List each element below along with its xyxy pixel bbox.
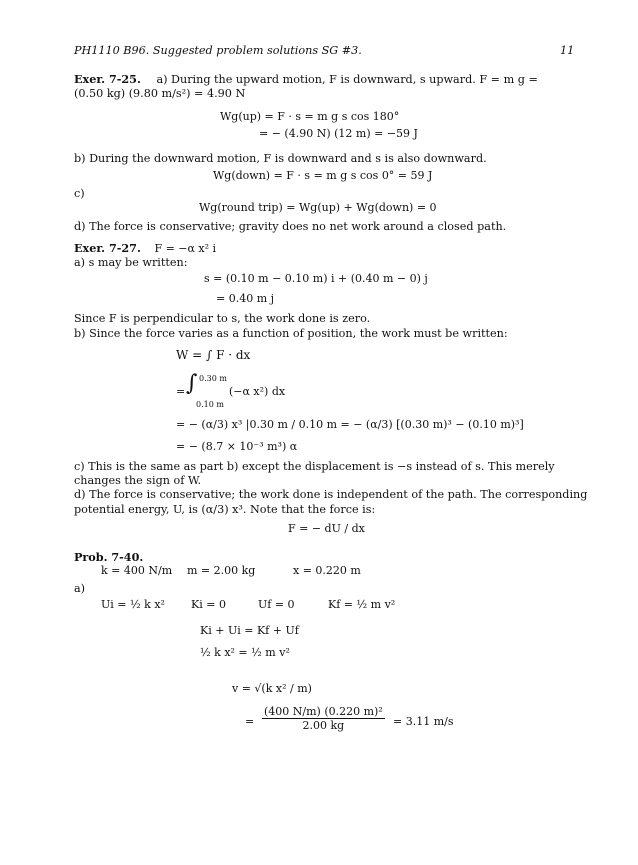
problem-7-40-mass: m = 2.00 kg [187,564,256,577]
exercise-7-25-eq-up: Wg(up) = F · s = m g s cos 180° [220,110,400,123]
exercise-7-25-part-d: d) The force is conservative; gravity does no net work around a closed path. [74,220,507,233]
work-integral-definition: W = ∫ F · dx [176,348,251,362]
speed-fraction-numerator: (400 N/m) (0.220 m)² [264,705,383,718]
exercise-7-27-part-d-line2: potential energy, U, is (α/3) x³. Note that the force is: [74,503,376,516]
energy-conservation-eq: Ki + Ui = Kf + Uf [200,624,299,637]
initial-potential-energy: Ui = ½ k x² [101,598,165,611]
initial-kinetic-energy: Ki = 0 [191,598,226,611]
problem-7-40-displacement: x = 0.220 m [293,564,361,577]
exercise-7-25-part-a-intro2: (0.50 kg) (9.80 m/s²) = 4.90 N [74,87,246,100]
integral-upper-limit: 0.30 m [199,374,227,383]
exercise-7-25-part-a-intro: a) During the upward motion, F is downward, s upward. F = m g = [156,73,538,86]
page-number: 11 [560,44,575,57]
exercise-7-27-block [74,241,216,256]
exercise-7-25-eq-down: Wg(down) = F · s = m g s cos 0° = 59 J [213,169,433,182]
speed-fraction-denominator: 2.00 kg [302,719,345,732]
integral-body: (−α x²) dx [229,385,286,398]
exercise-7-27-displacement-eq: s = (0.10 m − 0.10 m) i + (0.40 m − 0) j [204,272,428,285]
exercise-7-27-part-a: a) s may be written: [74,256,188,269]
integral-lower-limit: 0.10 m [196,400,224,409]
problem-7-40-part-a-label: a) [74,582,86,595]
speed-numeric-equals: = [245,715,255,728]
integral-equals: = [176,385,186,398]
speed-result: = 3.11 m/s [393,715,454,728]
speed-fraction-box [262,705,385,732]
work-result: = − (8.7 × 10⁻³ m³) α [176,440,298,453]
exercise-7-27-part-c-line2: changes the sign of W. [74,474,202,487]
integral-sign: ∫ [186,371,198,396]
speed-formula: v = √(k x² / m) [232,682,312,695]
exercise-7-25-eq-round-trip: Wg(round trip) = Wg(up) + Wg(down) = 0 [199,201,437,214]
energy-equation-substituted: ½ k x² = ½ m v² [200,646,290,659]
problem-7-40-spring-constant: k = 400 N/m [101,564,173,577]
exercise-7-25-heading: Exer. 7-25. [74,72,141,86]
work-evaluated: = − (α/3) x³ |0.30 m / 0.10 m = − (α/3) [(0.30 m)³ − (0.10 m)³] [176,418,524,431]
exercise-7-27-heading: Exer. 7-27. [74,241,141,255]
page-header-title: PH1110 B96. Suggested problem solutions SG #3. [74,44,362,57]
exercise-7-25-part-b: b) During the downward motion, F is downward and s is also downward. [74,152,487,165]
final-potential-energy: Uf = 0 [258,598,295,611]
exercise-7-25-part-c-label: c) [74,187,85,200]
exercise-7-27-displacement-result: = 0.40 m j [216,292,275,305]
final-kinetic-energy: Kf = ½ m v² [328,598,396,611]
exercise-7-27-part-c-line1: c) This is the same as part b) except the displacement is −s instead of s. This merely [74,460,555,473]
exercise-7-25-block [74,72,538,87]
force-from-potential: F = − dU / dx [288,522,365,535]
exercise-7-27-part-b: b) Since the force varies as a function of position, the work must be written: [74,327,508,340]
problem-7-40-heading: Prob. 7-40. [74,550,144,564]
exercise-7-27-part-d-line1: d) The force is conservative; the work done is independent of the path. The corresponding [74,488,588,501]
exercise-7-25-eq-up-result: = − (4.90 N) (12 m) = −59 J [259,127,418,140]
exercise-7-27-since: Since F is perpendicular to s, the work done is zero. [74,312,371,325]
exercise-7-27-force: F = −α x² i [154,242,217,255]
speed-fraction [262,705,385,732]
